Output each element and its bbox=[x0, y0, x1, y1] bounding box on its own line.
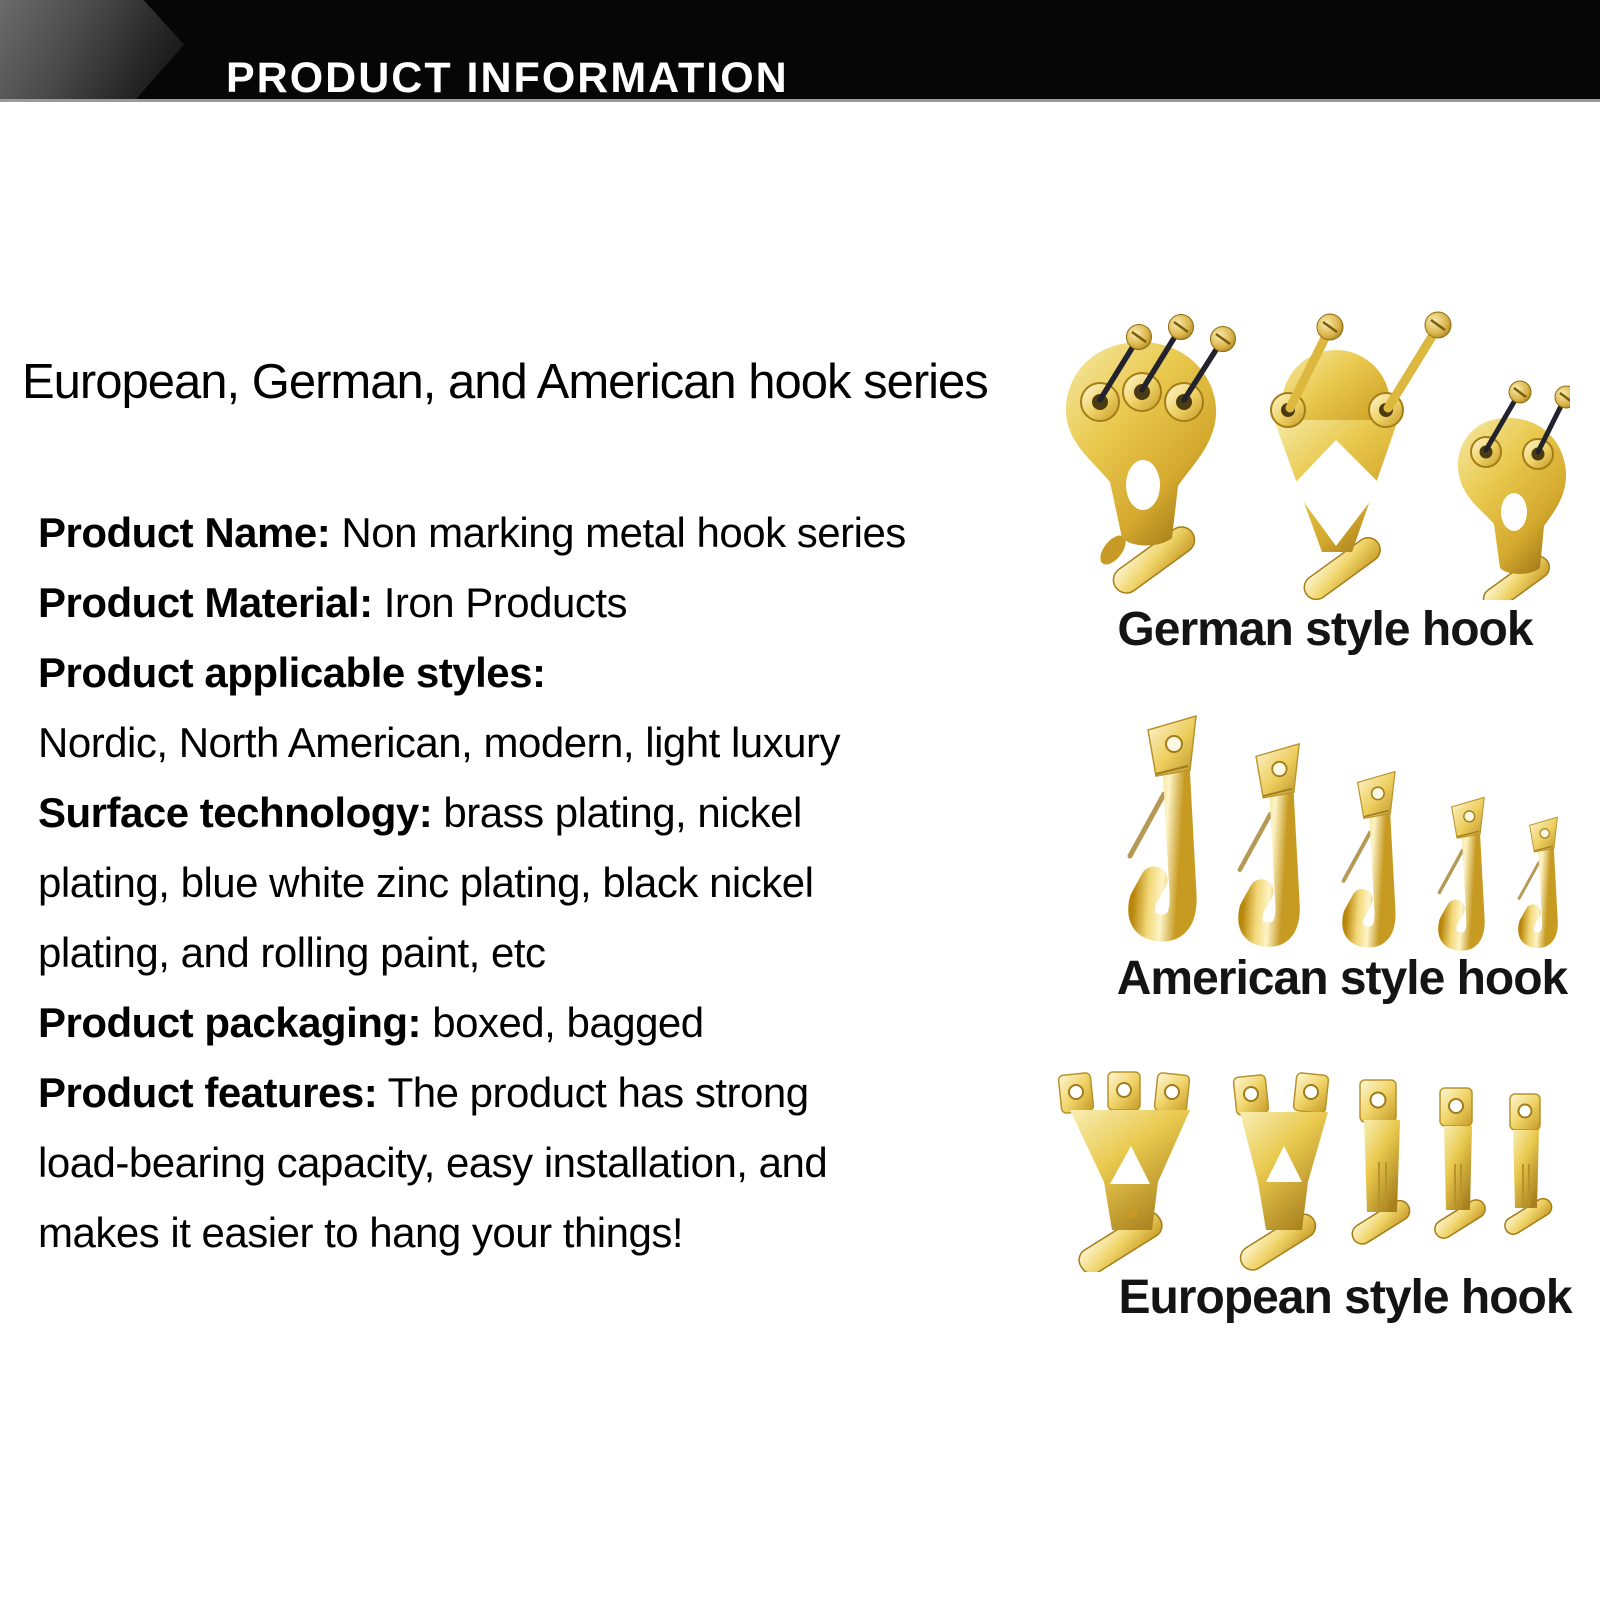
detail-label: Product Material: bbox=[38, 579, 373, 626]
detail-label: Product Name: bbox=[38, 509, 331, 556]
detail-text: makes it easier to hang your things! bbox=[38, 1209, 684, 1256]
detail-text: boxed, bagged bbox=[421, 999, 704, 1046]
header-banner bbox=[0, 0, 1600, 102]
detail-line bbox=[38, 638, 938, 708]
detail-text: The product has strong bbox=[377, 1069, 809, 1116]
european-hook-2prong bbox=[1233, 1072, 1329, 1272]
american-hook-caption: American style hook bbox=[1116, 952, 1568, 1005]
american-hooks-photo bbox=[1090, 708, 1580, 958]
american-hook-1 bbox=[1130, 716, 1196, 928]
detail-line bbox=[38, 708, 938, 778]
detail-text: Iron Products bbox=[372, 579, 628, 626]
detail-line bbox=[38, 918, 938, 988]
detail-line bbox=[38, 848, 938, 918]
detail-line bbox=[38, 988, 938, 1058]
detail-label: Surface technology: bbox=[38, 789, 433, 836]
detail-text: load-bearing capacity, easy installation, and bbox=[38, 1139, 828, 1186]
detail-line bbox=[38, 1198, 938, 1268]
page-header-title: PRODUCT INFORMATION bbox=[226, 53, 789, 102]
detail-text: Non marking metal hook series bbox=[330, 509, 906, 556]
american-hook-2 bbox=[1240, 744, 1299, 935]
german-hook-large bbox=[1066, 315, 1236, 599]
american-hook-4 bbox=[1439, 797, 1484, 941]
detail-text: plating, and rolling paint, etc bbox=[38, 929, 546, 976]
product-details bbox=[38, 498, 938, 1268]
detail-line bbox=[38, 568, 938, 638]
american-hook-5 bbox=[1519, 817, 1557, 940]
european-hook-single-small bbox=[1502, 1094, 1555, 1237]
european-hook-3prong bbox=[1058, 1072, 1190, 1272]
series-title: European, German, and American hook series bbox=[22, 355, 988, 409]
detail-text: plating, blue white zinc plating, black nickel bbox=[38, 859, 814, 906]
detail-label: Product packaging: bbox=[38, 999, 422, 1046]
european-hook-caption: European style hook bbox=[1118, 1271, 1572, 1324]
american-hook-3 bbox=[1344, 772, 1395, 937]
german-hook-medium bbox=[1271, 312, 1451, 600]
detail-label: Product applicable styles: bbox=[38, 649, 546, 696]
detail-text: Nordic, North American, modern, light luxury bbox=[38, 719, 840, 766]
german-hooks-photo bbox=[1040, 300, 1570, 600]
detail-text: brass plating, nickel bbox=[432, 789, 802, 836]
detail-label: Product features: bbox=[38, 1069, 378, 1116]
european-hooks-photo bbox=[1040, 1062, 1570, 1272]
european-hook-single-medium bbox=[1431, 1088, 1488, 1241]
detail-line bbox=[38, 778, 938, 848]
german-hook-caption: German style hook bbox=[1117, 603, 1533, 656]
german-hook-small bbox=[1458, 381, 1570, 600]
detail-line bbox=[38, 498, 938, 568]
detail-line bbox=[38, 1058, 938, 1128]
banner-arrow-decoration bbox=[0, 0, 184, 99]
detail-line bbox=[38, 1128, 938, 1198]
european-hook-single-large bbox=[1349, 1080, 1414, 1248]
